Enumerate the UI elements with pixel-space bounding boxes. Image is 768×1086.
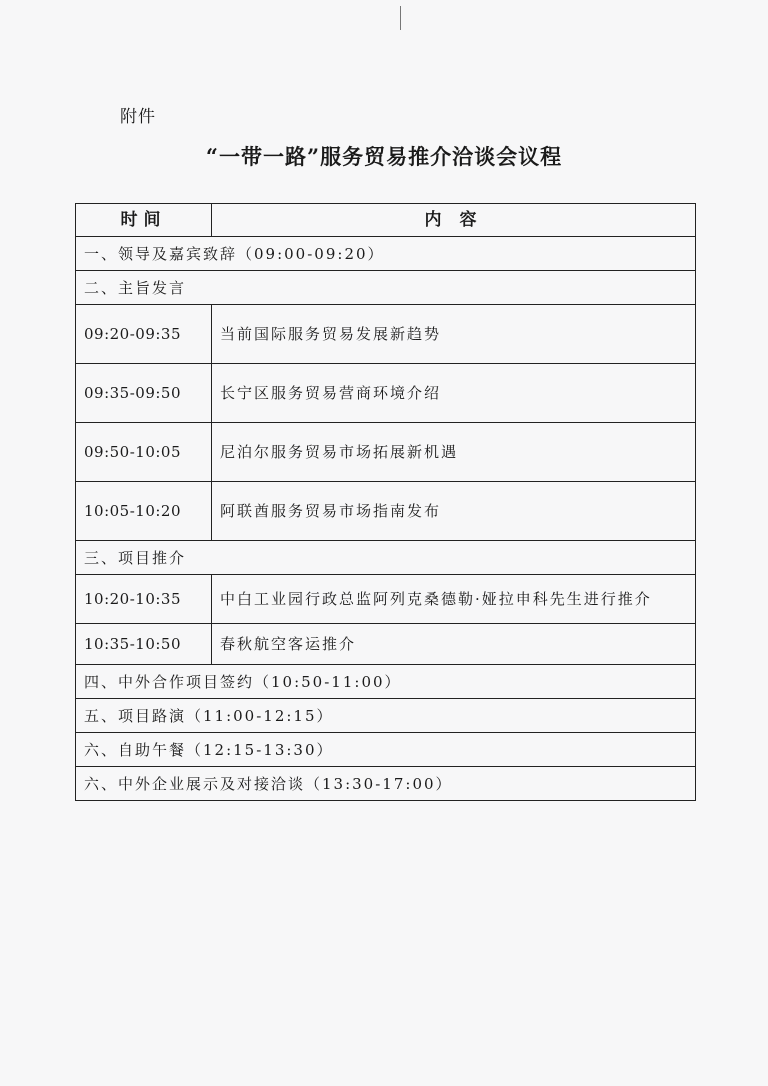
header-content: 内 容 <box>212 204 696 237</box>
row-content: 长宁区服务贸易营商环境介绍 <box>212 364 696 423</box>
section-lunch: 六、自助午餐（12:15-13:30） <box>76 733 696 767</box>
table-row <box>76 364 696 423</box>
row-content: 阿联酋服务贸易市场指南发布 <box>212 482 696 541</box>
row-content: 春秋航空客运推介 <box>212 624 696 665</box>
section-row <box>76 767 696 801</box>
row-time: 10:35-10:50 <box>76 624 212 665</box>
row-time: 10:20-10:35 <box>76 575 212 624</box>
row-time: 09:50-10:05 <box>76 423 212 482</box>
section-row <box>76 237 696 271</box>
document-title: “一带一路”服务贸易推介洽谈会议程 <box>205 144 563 169</box>
attachment-label: 附件 <box>120 107 156 127</box>
section-row <box>76 665 696 699</box>
table-row <box>76 423 696 482</box>
row-content: 尼泊尔服务贸易市场拓展新机遇 <box>212 423 696 482</box>
agenda-table <box>75 203 696 801</box>
page-edge-mark <box>400 6 401 30</box>
section-keynote: 二、主旨发言 <box>76 271 696 305</box>
row-time: 09:35-09:50 <box>76 364 212 423</box>
table-row <box>76 624 696 665</box>
section-project-promotion: 三、项目推介 <box>76 541 696 575</box>
table-row <box>76 305 696 364</box>
row-time: 09:20-09:35 <box>76 305 212 364</box>
table-row <box>76 575 696 624</box>
row-content: 中白工业园行政总监阿列克桑德勒·娅拉申科先生进行推介 <box>212 575 696 624</box>
section-opening-speeches: 一、领导及嘉宾致辞（09:00-09:20） <box>76 237 696 271</box>
section-row <box>76 699 696 733</box>
section-row <box>76 733 696 767</box>
table-row <box>76 482 696 541</box>
section-row <box>76 541 696 575</box>
table-header-row <box>76 204 696 237</box>
section-exhibition: 六、中外企业展示及对接洽谈（13:30-17:00） <box>76 767 696 801</box>
section-row <box>76 271 696 305</box>
section-signing: 四、中外合作项目签约（10:50-11:00） <box>76 665 696 699</box>
section-roadshow: 五、项目路演（11:00-12:15） <box>76 699 696 733</box>
header-time: 时间 <box>76 204 212 237</box>
row-content: 当前国际服务贸易发展新趋势 <box>212 305 696 364</box>
row-time: 10:05-10:20 <box>76 482 212 541</box>
